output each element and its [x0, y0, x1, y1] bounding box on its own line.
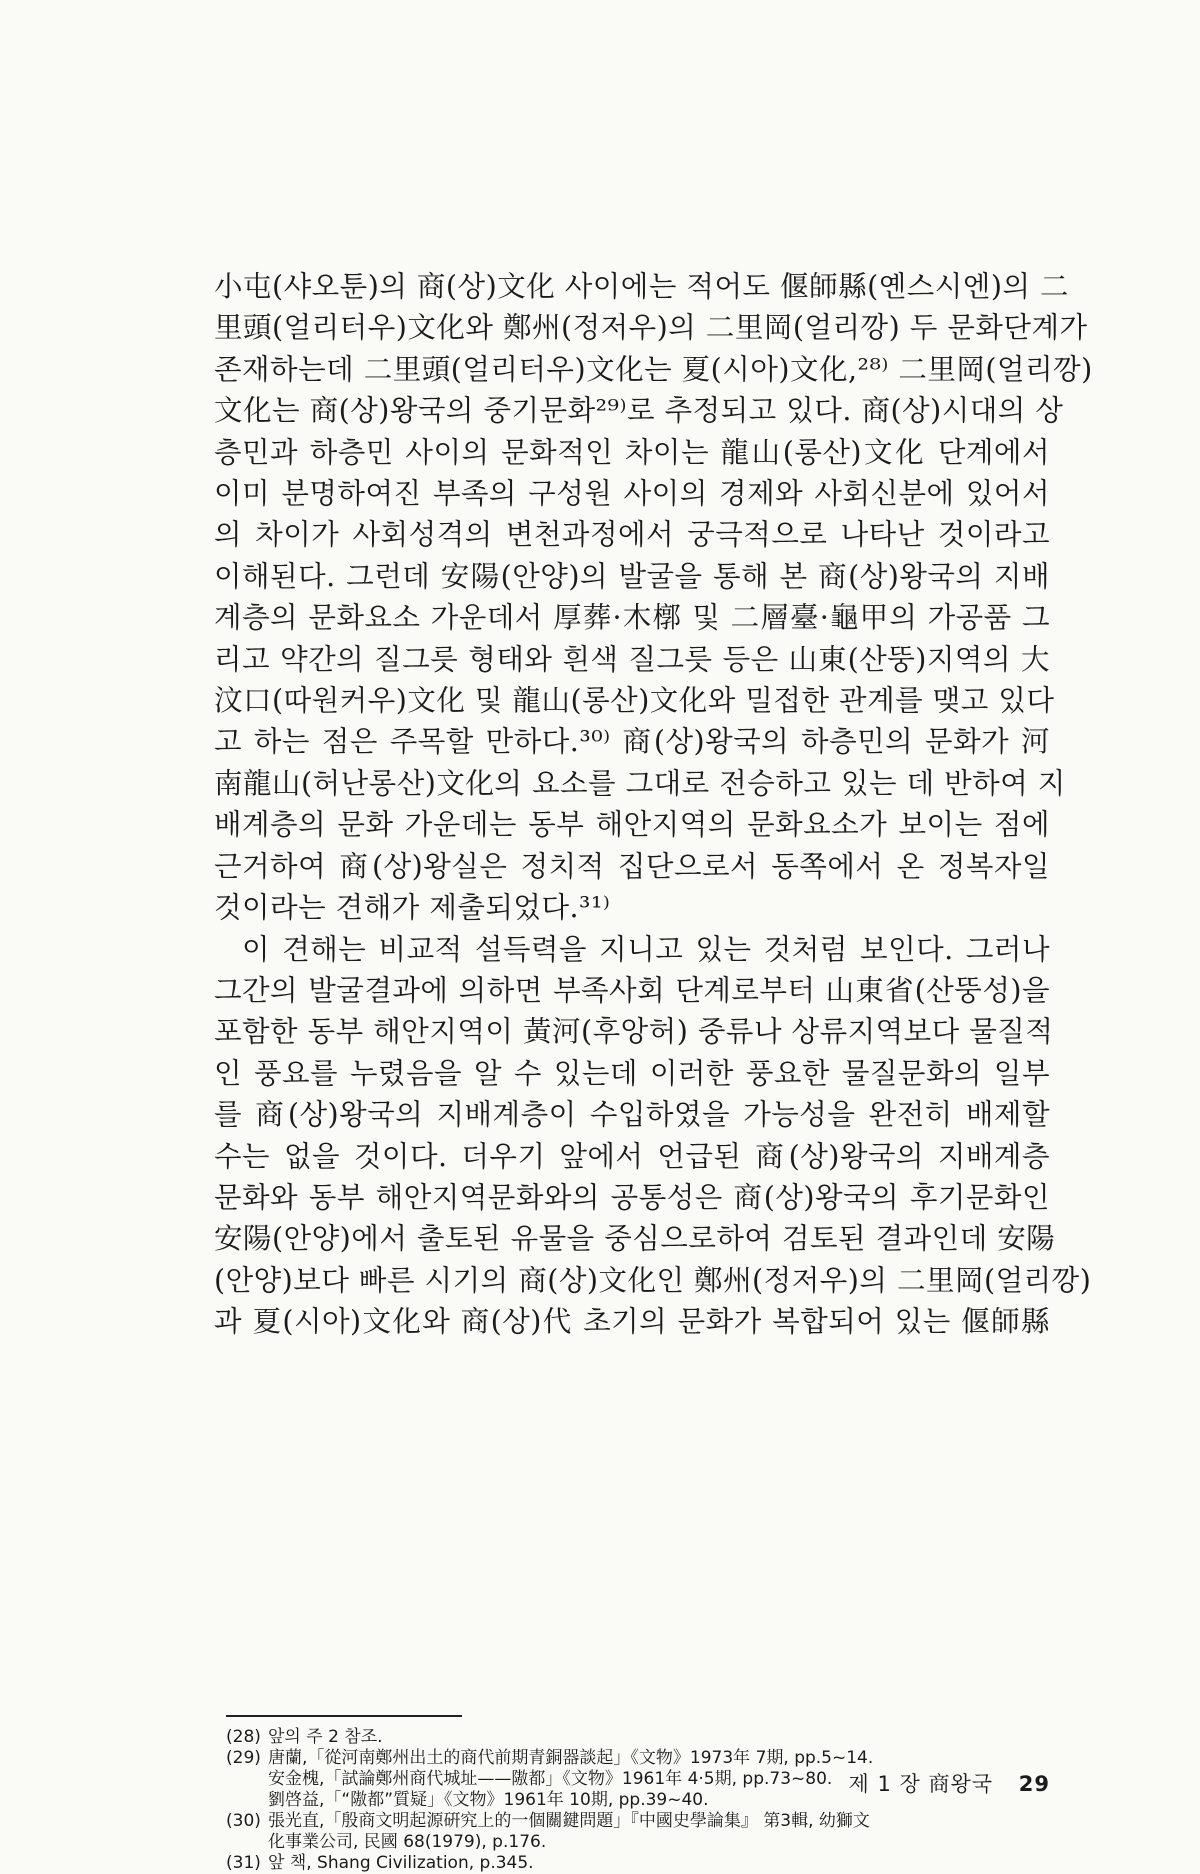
text-line: 리고 약간의 질그릇 형태와 흰색 질그릇 등은 山東(산뚱)지역의 大: [214, 642, 1050, 676]
footnote-text: 唐蘭,「從河南鄭州出土的商代前期青銅器談起」《文物》1973年 7期, pp.5~14.: [268, 1748, 874, 1768]
text-line: 里頭(얼리터우)文化와 鄭州(정저우)의 二里岡(얼리깡) 두 문화단계가: [214, 311, 1088, 345]
text-line: 南龍山(허난롱산)文化의 요소를 그대로 전승하고 있는 데 반하여 지: [214, 766, 1066, 800]
page-footer: [849, 1768, 1050, 1798]
text-line: 安陽(안양)에서 출토된 유물을 중심으로하여 검토된 결과인데 安陽: [214, 1222, 1056, 1256]
text-line: (안양)보다 빠른 시기의 商(상)文化인 鄭州(정저우)의 二里岡(얼리깡): [214, 1263, 1092, 1297]
text-line: 인 풍요를 누렸음을 알 수 있는데 이러한 풍요한 물질문화의 일부: [214, 1056, 1050, 1090]
footnote-text: 劉啓益,「“隞都”質疑」《文物》1961年 10期, pp.39~40.: [268, 1790, 709, 1810]
footnote-28: [226, 1727, 1050, 1748]
footnote-number: (31): [226, 1853, 261, 1873]
footnote-30-cont: [226, 1832, 1050, 1853]
text-line: 小屯(샤오툰)의 商(상)文化 사이에는 적어도 偃師縣(옌스시엔)의 二: [214, 270, 1070, 303]
footnote-31: [226, 1853, 1050, 1874]
text-line: 배계층의 문화 가운데는 동부 해안지역의 문화요소가 보이는 점에: [214, 808, 1050, 842]
text-line: 계층의 문화요소 가운데서 厚葬·木槨 및 二層臺·龜甲의 가공품 그: [214, 601, 1050, 635]
footnote-text: 化事業公司, 民國 68(1979), p.176.: [268, 1832, 547, 1852]
text-line: 이 견해는 비교적 설득력을 지니고 있는 것처럼 보인다. 그러나: [242, 932, 1050, 966]
text-line: 존재하는데 二里頭(얼리터우)文化는 夏(시아)文化,²⁸⁾ 二里岡(얼리깡): [214, 352, 1093, 386]
footnote-number: (28): [226, 1727, 261, 1747]
footnote-number: (30): [226, 1811, 261, 1831]
text-line: 수는 없을 것이다. 더우기 앞에서 언급된 商(상)왕국의 지배계층: [214, 1139, 1050, 1173]
text-line: 고 하는 점은 주목할 만하다.³⁰⁾ 商(상)왕국의 하층민의 문화가 河: [214, 725, 1050, 759]
text-line: 것이라는 견해가 제출되었다.³¹⁾: [214, 891, 611, 925]
footnotes: [226, 1727, 1050, 1874]
text-line: 汶口(따원커우)文化 및 龍山(롱산)文化와 밀접한 관계를 맺고 있다: [214, 684, 1055, 718]
text-line: 포함한 동부 해안지역이 黃河(후앙허) 중류나 상류지역보다 물질적: [214, 1015, 1054, 1049]
page-number: 29: [1018, 1772, 1050, 1796]
text-line: 文化는 商(상)왕국의 중기문화²⁹⁾로 추정되고 있다. 商(상)시대의 상: [214, 394, 1064, 428]
text-line: 과 夏(시아)文化와 商(상)代 초기의 문화가 복합되어 있는 偃師縣: [214, 1305, 1050, 1339]
footnote-number: (29): [226, 1748, 261, 1768]
text-line: 이해된다. 그런데 安陽(안양)의 발굴을 통해 본 商(상)왕국의 지배: [214, 559, 1050, 593]
footnote-29: [226, 1748, 1050, 1769]
footnote-30: [226, 1811, 1050, 1832]
footnote-text: 앞 책, Shang Civilization, p.345.: [268, 1853, 534, 1873]
chapter-title: 제 1 장 商왕국: [848, 1772, 994, 1796]
text-line: 를 商(상)왕국의 지배계층이 수입하였을 가능성을 완전히 배제할: [214, 1098, 1050, 1132]
text-line: 이미 분명하여진 부족의 구성원 사이의 경제와 사회신분에 있어서: [214, 477, 1050, 511]
text-line: 문화와 동부 해안지역문화와의 공통성은 商(상)왕국의 후기문화인: [214, 1180, 1050, 1214]
footnote-text: 앞의 주 2 참조.: [268, 1727, 383, 1747]
text-line: 그간의 발굴결과에 의하면 부족사회 단계로부터 山東省(산뚱성)을: [214, 973, 1050, 1007]
footnote-divider: [226, 1715, 462, 1717]
text-line: 층민과 하층민 사이의 문화적인 차이는 龍山(롱산)文化 단계에서: [214, 435, 1050, 469]
text-line: 근거하여 商(상)왕실은 정치적 집단으로서 동쪽에서 온 정복자일: [214, 849, 1050, 883]
text-line: 의 차이가 사회성격의 변천과정에서 궁극적으로 나타난 것이라고: [214, 518, 1050, 552]
body-text: [214, 266, 1093, 1343]
footnote-text: 安金槐,「試論鄭州商代城址——隞都」《文物》1961年 4·5期, pp.73~80.: [268, 1769, 833, 1789]
footnote-text: 張光直,「殷商文明起源硏究上的一個關鍵問題」『中國史學論集』 第3輯, 幼獅文: [268, 1811, 870, 1831]
